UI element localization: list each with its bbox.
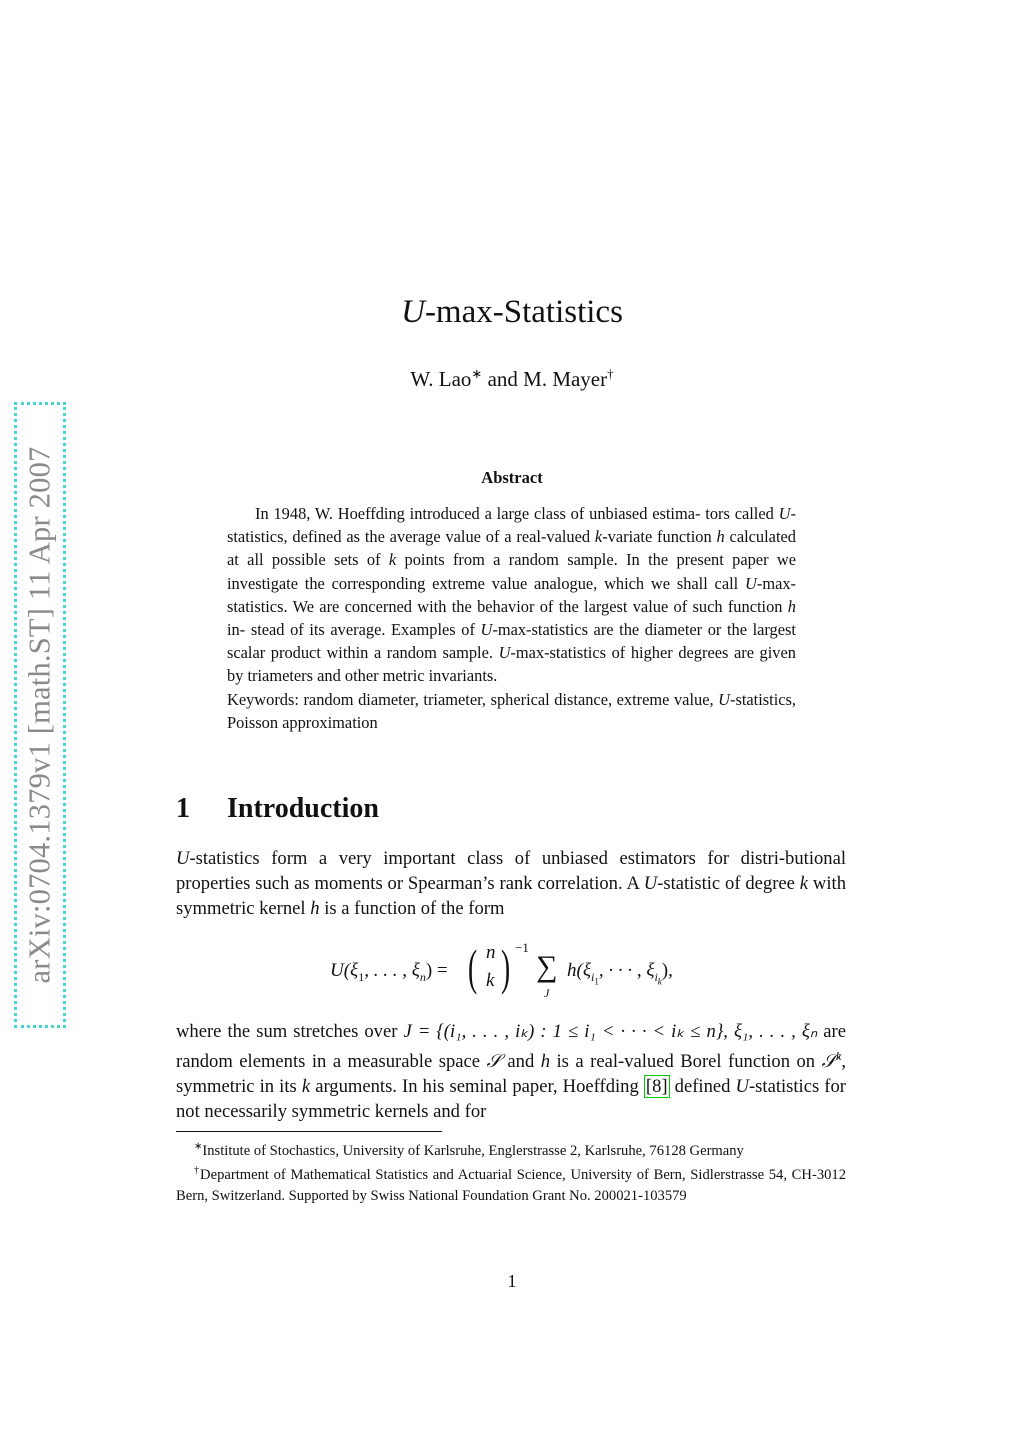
abstract-text: In 1948, W. Hoeffding introduced a large class of unbiased estima- tors called U-statistics, defined as the average value of a real-valued k-variate function h calculated at all possible sets of k points from a random sample. In the present paper we investigate the corresponding extreme value analogue, which we shall call U-max-statistics. We are concerned with the behavior of the largest value of such function h in- stead of its average. Examples of U-max-statistics are the diameter or the largest scalar product within a random sample. U-max-statistics of higher degrees are given by triameters and other metric invariants. Keywords: random diameter, triameter, spherical distance, extreme value, U-statistics, Poisson approximation [227,502,796,734]
u-statistic-equation: $U(\xi_1$, . . . , $\xi_n$) = ( n k ) −1 ∑ J $h(\xi_{i_1}$, · · · , $\xi_{i_k}$), [330,939,673,1000]
arxiv-side-stamp[interactable] [14,402,66,1028]
author-conjunction: and [482,367,524,391]
author-line [0,366,1024,392]
footnote-divider [176,1131,442,1132]
section-title: Introduction [227,793,379,824]
keywords: Keywords: random diameter, triameter, spherical distance, extreme value, U-statistics, Poisson approximation [227,689,796,732]
abstract-heading: Abstract [481,468,543,487]
page-number: 1 [507,1271,517,1291]
footnotes [176,1137,846,1206]
citation-link[interactable]: [8] [645,1076,668,1098]
intro-paragraph-1: U-statistics form a very important class of unbiased estimators for distri-butional properties such as moments or Spearman’s rank correlation. A U-statistic of degree k with symmetric kernel h is a function of the form [176,848,846,919]
intro-paragraph-2: where the sum stretches over J = {(i₁, . . . , iₖ) : 1 ≤ i₁ < · · · < iₖ ≤ n}, ξ₁, . . . , ξₙ are random elements in a measurable space 𝒮 and h is a real-valued Borel function on 𝒮$^k$, symmetric in its k arguments. In his seminal paper, Hoeffding [8] defined U-statistics for not necessarily symmetric kernels and for [176,1021,846,1123]
paper-title [0,294,1024,331]
author-2: M. Mayer [523,367,608,391]
section-number: 1 [176,793,190,824]
footnote-2: †Department of Mathematical Statistics and Actuarial Science, University of Bern, Sidlerstrasse 54, CH-3012 Bern, Switzerland. Supported by Swiss National Foundation Grant No. 200021-103579 [176,1165,847,1204]
author-1: W. Lao [410,367,472,391]
binomial-right-paren: ) [501,939,511,995]
section-heading [176,793,379,825]
author-2-footnote-mark: † [607,366,614,381]
footnote-1: ∗Institute of Stochastics, University of Karlsruhe, Englerstrasse 2, Karlsruhe, 76128 Germany [194,1141,744,1159]
arxiv-identifier: arXiv:0704.1379v1 [math.ST] 11 Apr 2007 [22,446,57,984]
title-variable: U [401,294,425,330]
binomial-left-paren: ( [468,939,478,995]
author-1-footnote-mark: ∗ [471,366,483,381]
title-text: -max-Statistics [424,294,623,330]
